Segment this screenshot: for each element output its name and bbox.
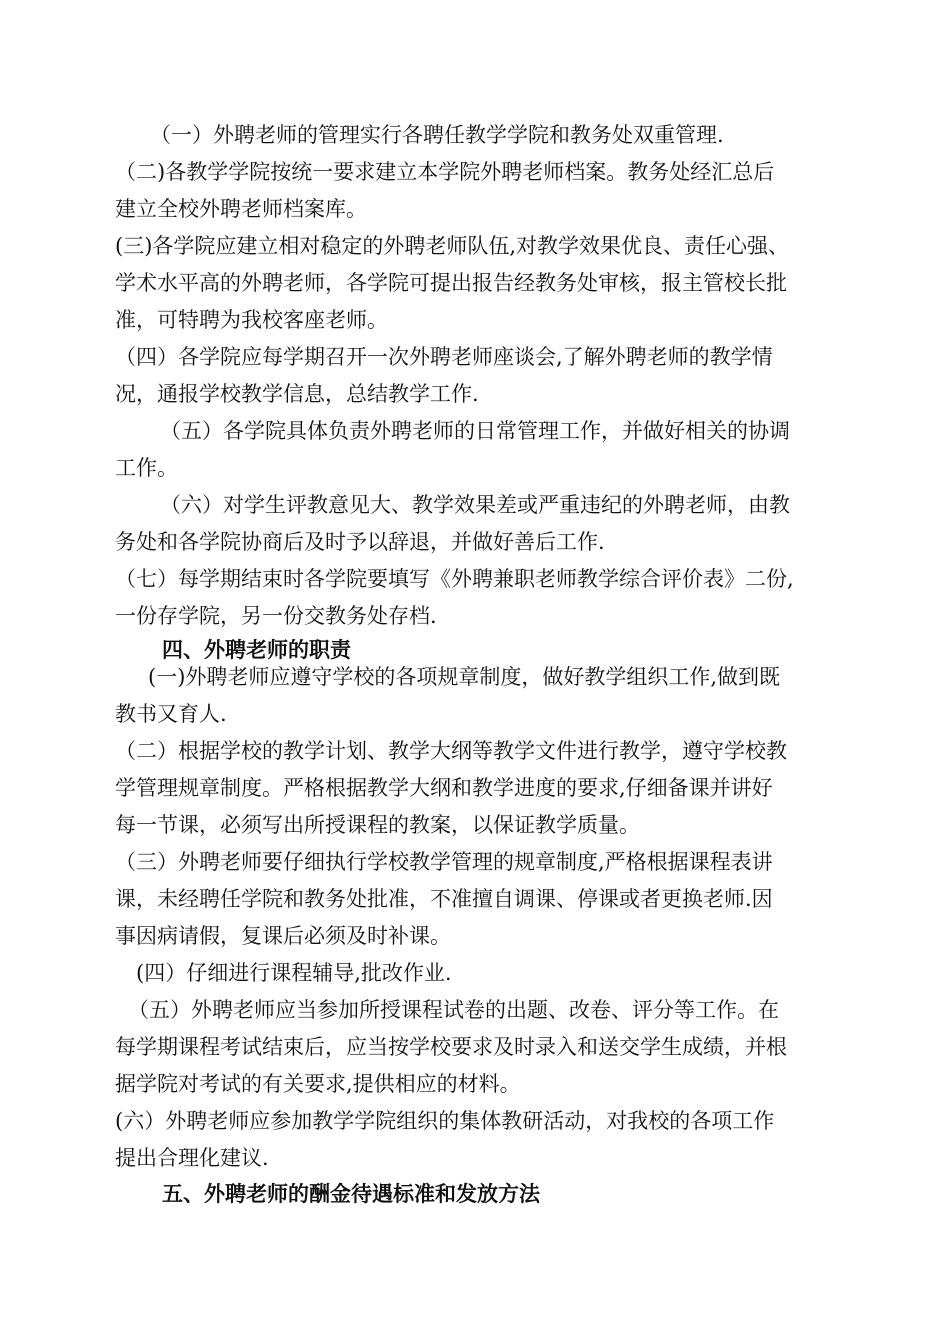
paragraph-line: （五）各学院具体负责外聘老师的日常管理工作，并做好相关的协调	[160, 419, 790, 443]
paragraph-line: （七）每学期结束时各学院要填写《外聘兼职老师教学综合评价表》二份,	[115, 567, 794, 591]
paragraph-line: 提出合理化建议.	[115, 1146, 269, 1170]
paragraph-line: (四）仔细进行课程辅导,批改作业.	[136, 961, 452, 985]
paragraph-line: (三)各学院应建立相对稳定的外聘老师队伍,对教学效果优良、责任心强、	[115, 234, 790, 258]
paragraph-line: （四）各学院应每学期召开一次外聘老师座谈会,了解外聘老师的教学情	[115, 345, 773, 369]
paragraph-line: 建立全校外聘老师档案库。	[115, 197, 367, 221]
paragraph-line: （三）外聘老师要仔细执行学校教学管理的规章制度,严格根据课程表讲	[115, 850, 773, 874]
paragraph-line: 课，未经聘任学院和教务处批准，不准擅自调课、停课或者更换老师.因	[115, 887, 773, 911]
paragraph-line: 务处和各学院协商后及时予以辞退，并做好善后工作.	[115, 530, 605, 554]
paragraph-line: 每学期课程考试结束后，应当按学校要求及时录入和送交学生成绩，并根	[115, 1035, 787, 1059]
section-heading: 五、外聘老师的酬金待遇标准和发放方法	[162, 1182, 540, 1206]
paragraph-line: （六）对学生评教意见大、教学效果差或严重违纪的外聘老师，由教	[160, 493, 790, 517]
paragraph-line: 准，可特聘为我校客座老师。	[115, 308, 388, 332]
paragraph-line: 据学院对考试的有关要求,提供相应的材料。	[115, 1072, 521, 1096]
paragraph-line: 工作。	[115, 456, 178, 480]
paragraph-line: 事因病请假，复课后必须及时补课。	[115, 924, 451, 948]
paragraph-line: （二)各教学学院按统一要求建立本学院外聘老师档案。教务处经汇总后	[115, 160, 775, 184]
paragraph-line: 每一节课，必须写出所授课程的教案，以保证教学质量。	[115, 813, 640, 837]
paragraph-line: （一）外聘老师的管理实行各聘任教学学院和教务处双重管理.	[150, 123, 724, 147]
paragraph-line: （二）根据学校的教学计划、教学大纲等教学文件进行教学，遵守学校教	[115, 739, 787, 763]
paragraph-line: 教书又育人.	[115, 702, 227, 726]
paragraph-line: 学术水平高的外聘老师，各学院可提出报告经教务处审核，报主管校长批	[115, 271, 787, 295]
paragraph-line: 学管理规章制度。严格根据教学大纲和教学进度的要求,仔细备课并讲好	[115, 776, 773, 800]
paragraph-line: 况，通报学校教学信息，总结教学工作.	[115, 382, 479, 406]
paragraph-line: (一)外聘老师应遵守学校的各项规章制度，做好教学组织工作,做到既	[148, 665, 781, 689]
paragraph-line: （五）外聘老师应当参加所授课程试卷的出题、改卷、评分等工作。在	[128, 998, 779, 1022]
section-heading: 四、外聘老师的职责	[162, 638, 351, 662]
paragraph-line: 一份存学院，另一份交教务处存档.	[115, 604, 437, 628]
paragraph-line: (六）外聘老师应参加教学学院组织的集体教研活动，对我校的各项工作	[115, 1109, 775, 1133]
